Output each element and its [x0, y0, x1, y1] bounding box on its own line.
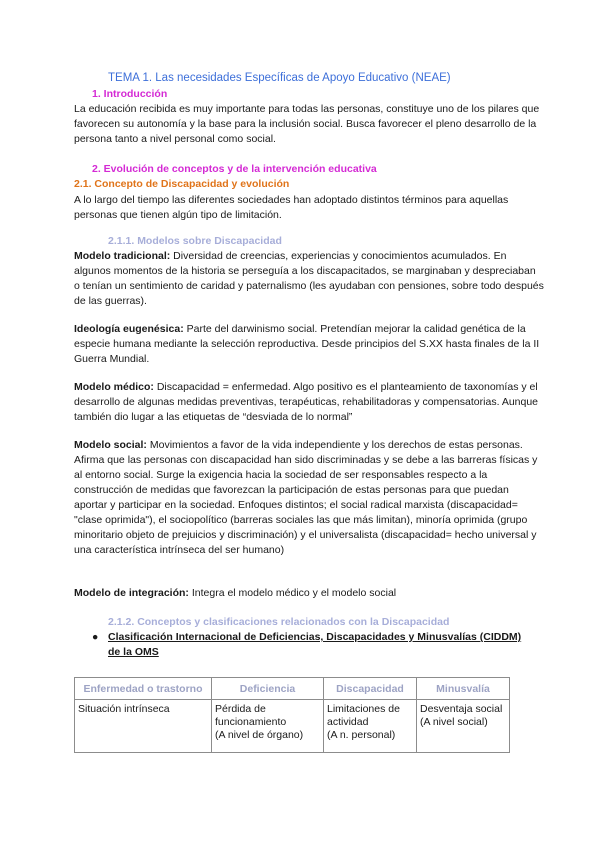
- table-header-cell: Deficiencia: [212, 678, 324, 700]
- heading-clasificaciones: 2.1.2. Conceptos y clasificaciones relacionados con la Discapacidad: [108, 616, 450, 628]
- bullet-text: Clasificación Internacional de Deficiencias, Discapacidades y Minusvalías (CIDDM) de la OMS: [108, 631, 522, 658]
- cell-line: Limitaciones de: [327, 703, 400, 715]
- heading-concepto-discapacidad: 2.1. Concepto de Discapacidad y evolución: [74, 178, 290, 190]
- model-integracion: [74, 586, 544, 601]
- model-label: Modelo médico:: [74, 381, 154, 393]
- concept-paragraph: A lo largo del tiempo las diferentes sociedades han adoptado distintos términos para aquellas personas que tienen algún tipo de limitación.: [74, 194, 509, 221]
- table-header-row: [75, 678, 510, 700]
- ciddm-table: [74, 677, 510, 753]
- cell-line: Situación intrínseca: [78, 703, 170, 715]
- model-tradicional: [74, 249, 544, 309]
- model-text: Movimientos a favor de la vida independiente y los derechos de estas personas. Afirma que las personas con discapacidad han sido discriminadas y se debe a las barreras físicas y al entorno social. Surge la exigencia hacia la sociedad de ser responsables respecto a la construcción de medidas que favorezcan la participación de estas personas para que puedan aportar y participar en la sociedad. Enfoques distintos; el social radical marxista (discapacidad= "clase oprimida"), el sociopolítico (barreras sociales las que más limitan), minoría oprimida (grupo minoritario objeto de prejuicios y discriminación) y el universalista (discapacidad= hecho universal y una característica intrínseca del ser humano): [74, 439, 538, 556]
- cell-line: Desventaja social: [420, 703, 503, 715]
- model-label: Ideología eugenésica:: [74, 323, 184, 335]
- model-label: Modelo tradicional:: [74, 250, 171, 262]
- table-cell: [417, 700, 510, 753]
- cell-line: Pérdida de: [215, 703, 266, 715]
- cell-line: (A nivel de órgano): [215, 729, 304, 741]
- table-header-cell: Discapacidad: [324, 678, 417, 700]
- intro-paragraph: La educación recibida es muy importante para todas las personas, constituye uno de los pilares que favorecen su autonomía y la base para la inclusión social. Busca favorecer el pleno desarrollo de la persona tanto a nivel personal como social.: [74, 103, 540, 145]
- bullet-icon: ●: [92, 631, 99, 643]
- model-text: Discapacidad = enfermedad. Algo positivo es el planteamiento de taxonomías y el desarrollo de algunas medidas preventivas, terapéuticas, rehabilitadoras y compensatorias. Aunque también dio lugar a las etiquetas de “desviada de lo normal”: [74, 381, 539, 423]
- model-text: Diversidad de creencias, experiencias y conocimientos acumulados. En algunos momentos de la historia se perseguía a los discapacitados, se marginaban y despreciaban o tenían un sentimiento de caridad y paternalismo (les ayudaban con pensiones, sobre todo después de las guerras).: [74, 250, 544, 307]
- cell-line: actividad: [327, 716, 369, 728]
- heading-evolucion: 2. Evolución de conceptos y de la intervención educativa: [92, 163, 377, 175]
- cell-line: funcionamiento: [215, 716, 287, 728]
- heading-modelos: 2.1.1. Modelos sobre Discapacidad: [108, 235, 282, 247]
- heading-introduccion: 1. Introducción: [92, 88, 168, 100]
- table-cell: [324, 700, 417, 753]
- model-text: Parte del darwinismo social. Pretendían mejorar la calidad genética de la especie humana mediante la selección reproductiva. Desde principios del S.XX hasta finales de la II Guerra Mundial.: [74, 323, 540, 365]
- document-title: TEMA 1. Las necesidades Específicas de Apoyo Educativo (NEAE): [108, 72, 451, 84]
- model-medico: [74, 380, 544, 425]
- model-label: Modelo social:: [74, 439, 147, 451]
- table-cell: [75, 700, 212, 753]
- table-row: [75, 700, 510, 753]
- table-cell: [212, 700, 324, 753]
- cell-line: (A n. personal): [327, 729, 396, 741]
- table-header-cell: Enfermedad o trastorno: [75, 678, 212, 700]
- model-eugenesica: [74, 322, 544, 367]
- model-text: Integra el modelo médico y el modelo social: [188, 587, 397, 599]
- model-social: [74, 438, 544, 558]
- cell-line: (A nivel social): [420, 716, 488, 728]
- model-label: Modelo de integración:: [74, 587, 189, 599]
- table-header-cell: Minusvalía: [417, 678, 510, 700]
